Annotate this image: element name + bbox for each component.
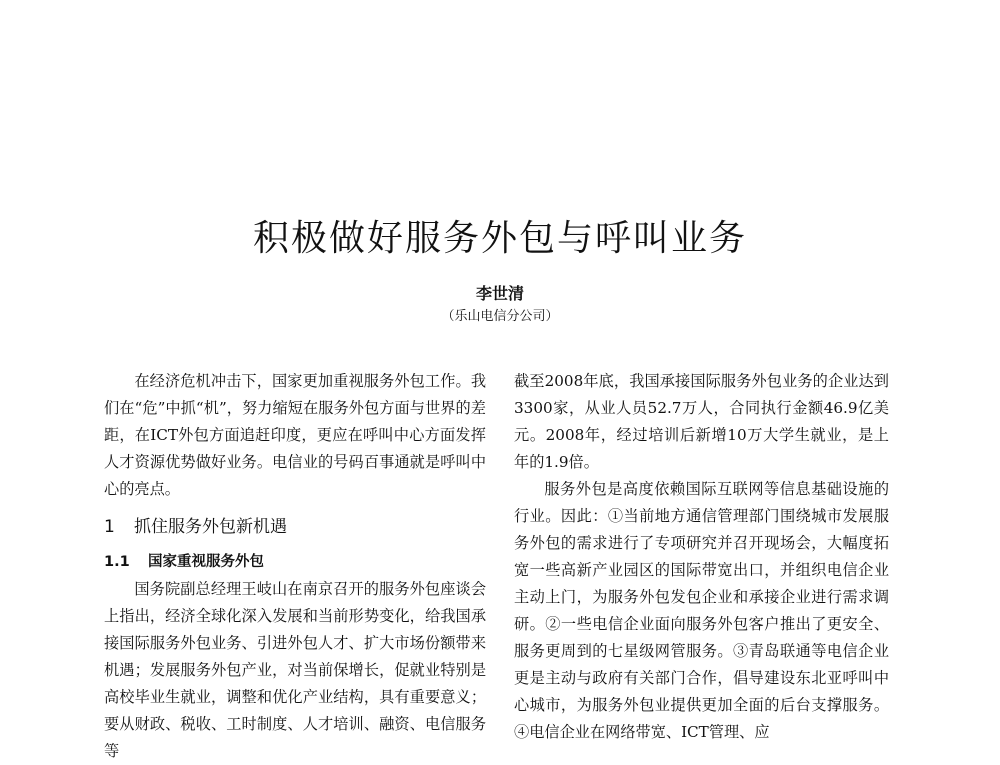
section-number: 1 [104, 517, 115, 537]
section-heading [104, 513, 486, 541]
left-column [104, 368, 486, 765]
section-title: 抓住服务外包新机遇 [134, 517, 287, 537]
body-paragraph: 国务院副总经理王岐山在南京召开的服务外包座谈会上指出，经济全球化深入发展和当前形势变化，给我国承接国际服务外包业务、引进外包人才、扩大市场份额带来机遇；发展服务外包产业，对当前保增长，促就业特别是高校毕业生就业，调整和优化产业结构，具有重要意义；要从财政、税收、工时制度、人才培训、融资、电信服务等 [104, 580, 486, 760]
author-affiliation: （乐山电信分公司） [441, 309, 559, 324]
subsection-number: 1.1 [104, 554, 130, 570]
right-column [514, 368, 889, 746]
body-paragraph: 截至2008年底，我国承接国际服务外包业务的企业达到3300家，从业人员52.7万人，合同执行金额46.9亿美元。2008年，经过培训后新增10万大学生就业，是上年的1.9倍。 [514, 372, 889, 471]
author-name: 李世清 [475, 284, 524, 303]
intro-paragraph: 在经济危机冲击下，国家更加重视服务外包工作。我们在“危”中抓“机”，努力缩短在服务外包方面与世界的差距，在ICT外包方面追赶印度，更应在呼叫中心方面发挥人才资源优势做好业务。电信业的号码百事通就是呼叫中心的亮点。 [104, 372, 486, 498]
paper-title: 积极做好服务外包与呼叫业务 [252, 218, 747, 259]
body-paragraph: 服务外包是高度依赖国际互联网等信息基础设施的行业。因此：①当前地方通信管理部门围绕城市发展服务外包的需求进行了专项研究并召开现场会，大幅度拓宽一些高新产业园区的国际带宽出口，并组织电信企业主动上门，为服务外包发包企业和承接企业进行需求调研。②一些电信企业面向服务外包客户推出了更安全、服务更周到的七星级网管服务。③青岛联通等电信企业更是主动与政府有关部门合作，倡导建设东北亚呼叫中心城市，为服务外包业提供更加全面的后台支撑服务。④电信企业在网络带宽、ICT管理、应 [514, 480, 889, 741]
subsection-title: 国家重视服务外包 [148, 554, 264, 570]
subsection-heading [104, 549, 486, 576]
